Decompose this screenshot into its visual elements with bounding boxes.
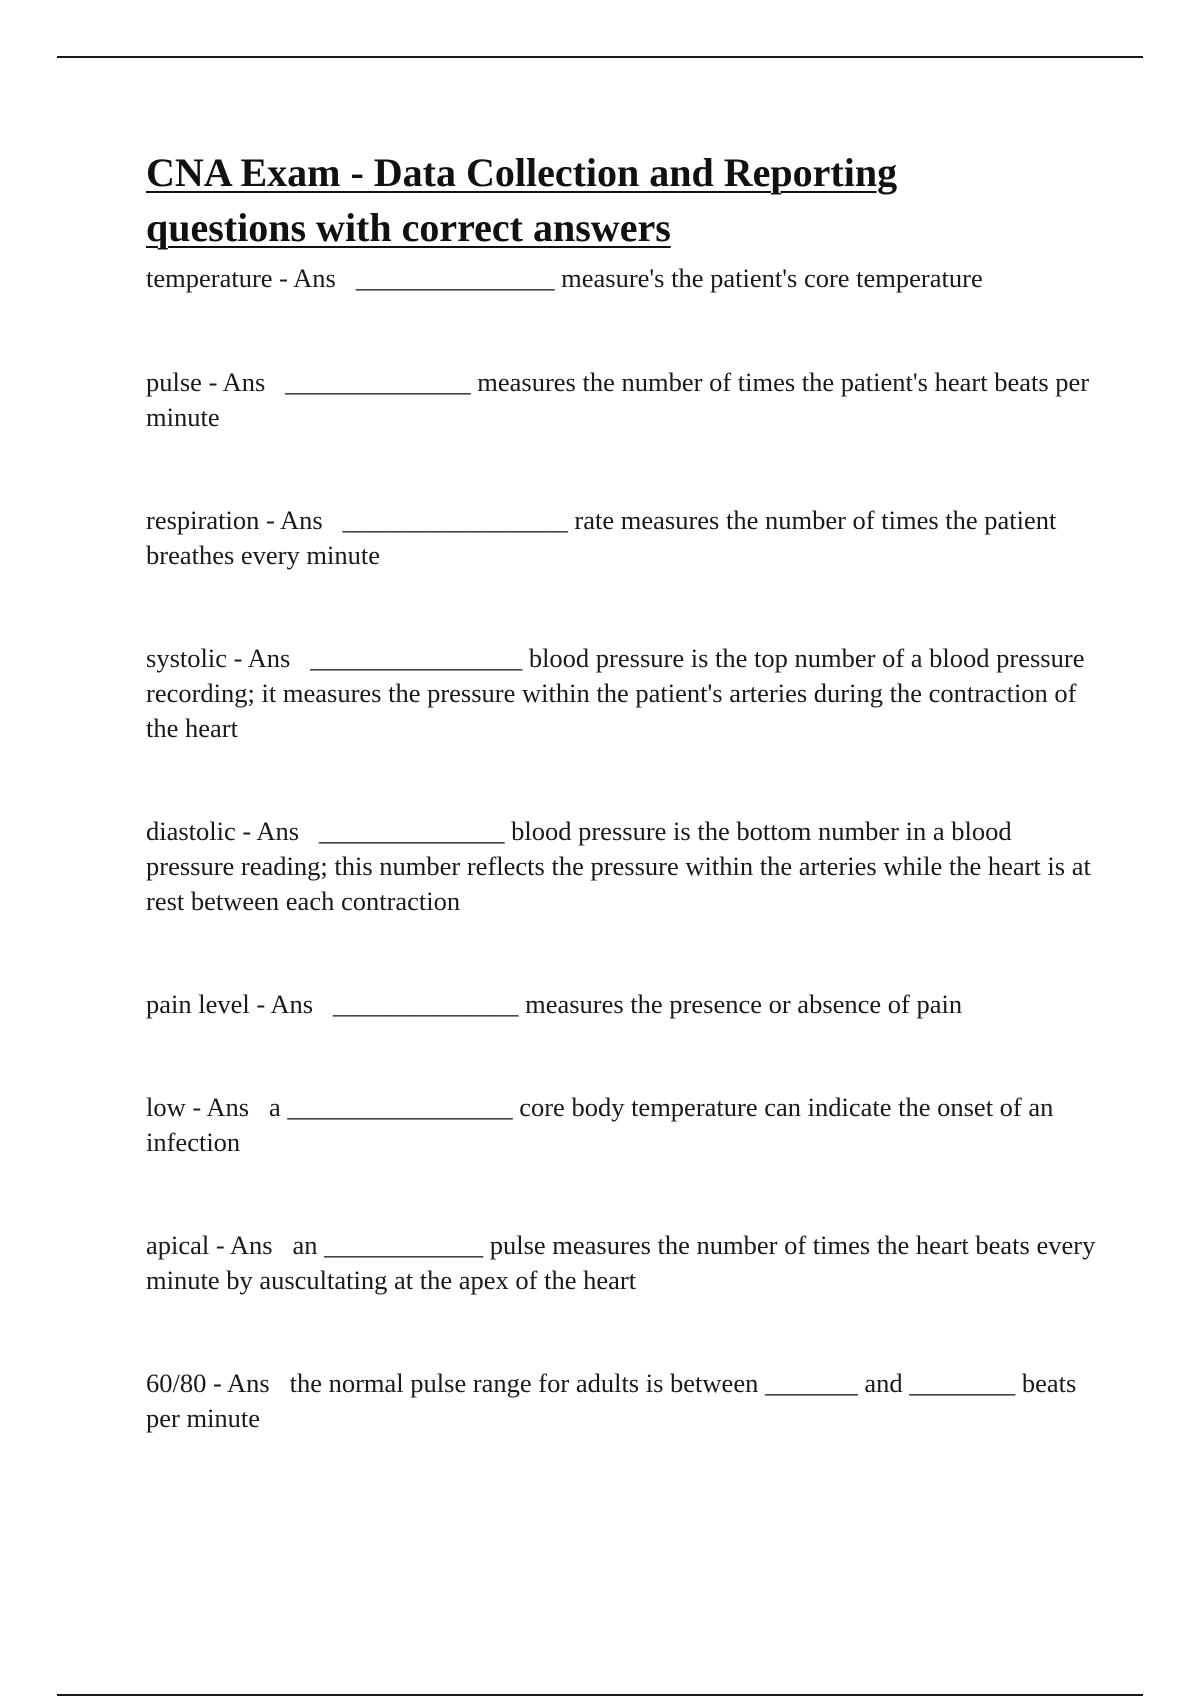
qa-item-respiration — [146, 503, 1106, 573]
qa-item-apical — [146, 1228, 1106, 1298]
qa-item-temperature — [146, 261, 1106, 296]
qa-answer: 60/80 — [146, 1368, 207, 1398]
qa-question: ________________ blood pressure is the top number of a blood pressure recording; it measures the pressure within the patient's arteries during the contraction of the heart — [146, 643, 1092, 743]
qa-answer: temperature — [146, 263, 273, 293]
qa-separator: - Ans — [235, 816, 319, 846]
header-rule — [57, 56, 1143, 58]
qa-answer: apical — [146, 1230, 210, 1260]
qa-item-diastolic — [146, 814, 1106, 919]
qa-answer: respiration — [146, 505, 260, 535]
qa-question: a _________________ core body temperature can indicate the onset of an infection — [146, 1092, 1061, 1157]
qa-separator: - Ans — [185, 1092, 269, 1122]
qa-question: the normal pulse range for adults is between _______ and ________ beats per minute — [146, 1368, 1083, 1433]
document-body — [146, 145, 1106, 1436]
document-title: CNA Exam - Data Collection and Reporting questions with correct answers — [146, 150, 898, 250]
qa-question: ______________ blood pressure is the bottom number in a blood pressure reading; this number reflects the pressure within the arteries while the heart is at rest between each contraction — [146, 816, 1098, 916]
qa-question: ______________ measures the number of times the patient's heart beats per minute — [146, 367, 1096, 432]
qa-separator: - Ans — [272, 263, 356, 293]
qa-item-systolic — [146, 641, 1106, 746]
qa-question: an ____________ pulse measures the number of times the heart beats every minute by auscultating at the apex of the heart — [146, 1230, 1102, 1295]
qa-separator: - Ans — [249, 989, 333, 1019]
qa-answer: diastolic — [146, 816, 236, 846]
qa-list — [146, 261, 1106, 1436]
qa-separator: - Ans — [226, 643, 311, 673]
qa-answer: systolic — [146, 643, 227, 673]
qa-separator: - Ans — [201, 367, 286, 397]
qa-answer: pain level — [146, 989, 250, 1019]
qa-question: ______________ measures the presence or absence of pain — [332, 989, 963, 1019]
qa-question: _______________ measure's the patient's core temperature — [355, 263, 983, 293]
qa-item-low — [146, 1090, 1106, 1160]
qa-answer: low — [146, 1092, 186, 1122]
footer-rule — [57, 1694, 1143, 1696]
qa-separator: - Ans — [209, 1230, 293, 1260]
qa-answer: pulse — [146, 367, 202, 397]
qa-separator: - Ans — [259, 505, 343, 535]
qa-separator: - Ans — [206, 1368, 290, 1398]
qa-item-pain-level — [146, 987, 1106, 1022]
qa-item-pulse — [146, 365, 1106, 435]
qa-item-60-80 — [146, 1366, 1106, 1436]
qa-question: _________________ rate measures the number of times the patient breathes every minute — [146, 505, 1064, 570]
